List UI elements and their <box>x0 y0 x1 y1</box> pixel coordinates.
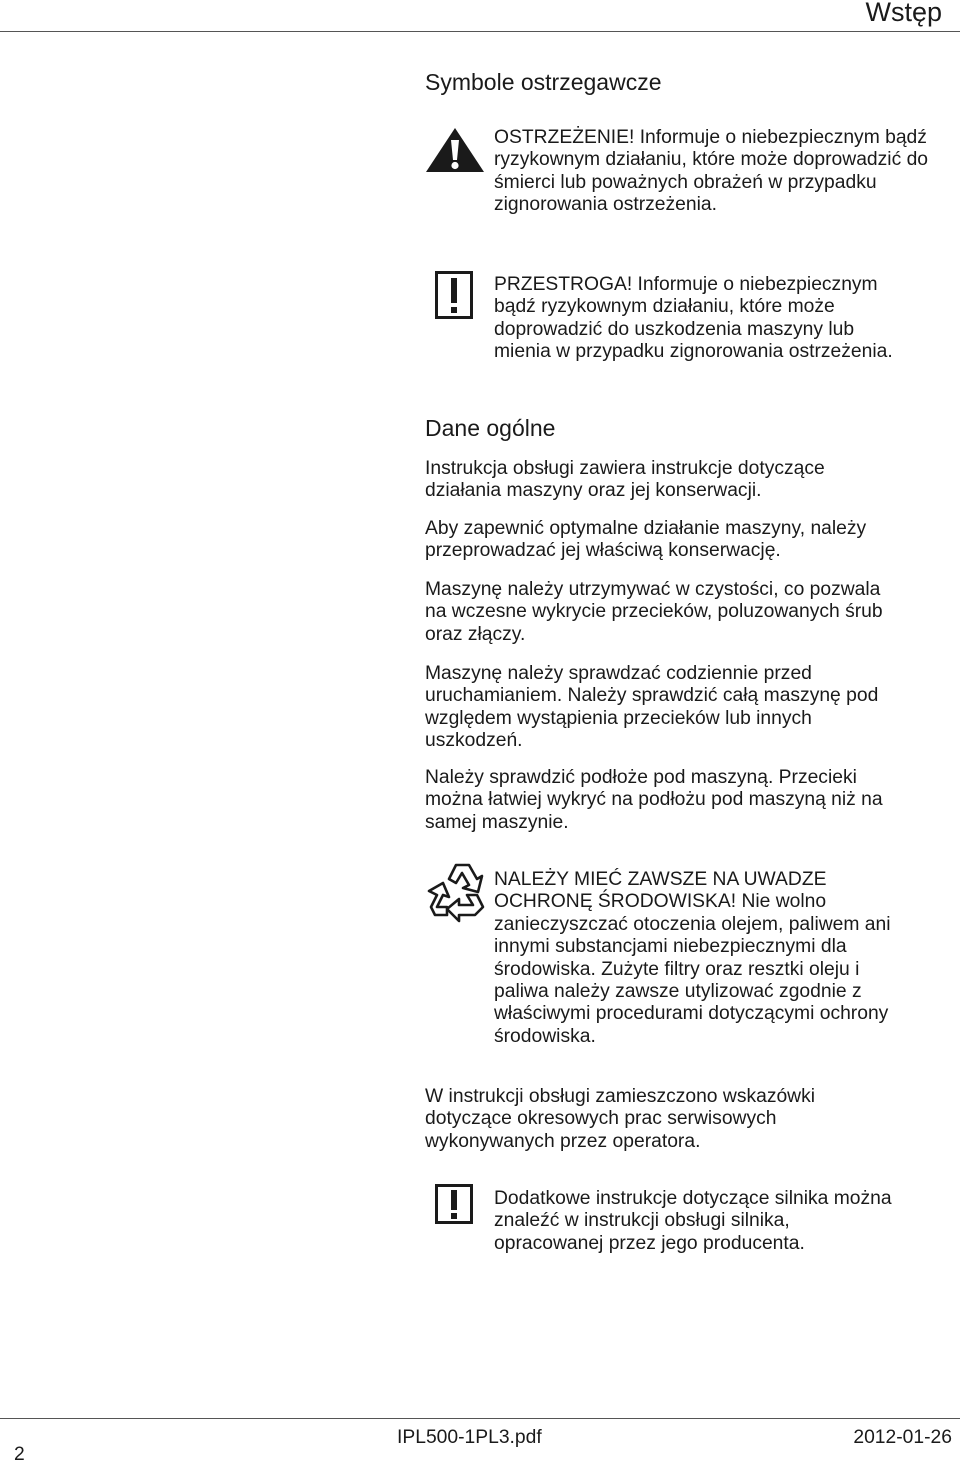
text-line: samej maszynie. <box>425 811 569 833</box>
text-line: W instrukcji obsługi zamieszczono wskazówki <box>425 1086 816 1107</box>
text-line: względem wystąpienia przecieków lub innych <box>425 707 812 729</box>
paragraph <box>425 579 883 646</box>
text-line: Dodatkowe instrukcje dotyczące silnika można <box>494 1188 892 1209</box>
caution-text <box>494 274 893 364</box>
text-line: PRZESTROGA! Informuje o niebezpiecznym <box>494 274 878 295</box>
text-line: innymi substancjami niebezpiecznymi dla <box>494 936 847 958</box>
header-divider <box>0 31 960 32</box>
text-line: zignorowania ostrzeżenia. <box>494 194 717 216</box>
text-line: Maszynę należy sprawdzać codziennie przed <box>425 663 812 684</box>
text-line: dotyczące okresowych prac serwisowych <box>425 1108 777 1130</box>
page-number: 2 <box>14 1444 25 1465</box>
service-note-text <box>425 1086 815 1153</box>
paragraph <box>425 663 878 753</box>
text-line: OSTRZEŻENIE! Informuje o niebezpiecznym bądź <box>494 127 927 148</box>
warning-text <box>494 127 928 217</box>
text-line: przeprowadzać jej właściwą konserwację. <box>425 540 781 562</box>
text-line: zanieczyszczać otoczenia olejem, paliwem ani <box>494 913 891 935</box>
exclamation-box-icon <box>435 271 473 319</box>
engine-note-text <box>494 1188 892 1255</box>
text-line: oraz złączy. <box>425 623 526 645</box>
text-line: Należy sprawdzić podłoże pod maszyną. Przecieki <box>425 767 857 788</box>
paragraph <box>425 518 866 563</box>
text-line: właściwymi procedurami dotyczącymi ochrony <box>494 1003 889 1025</box>
footer-filename: IPL500-1PL3.pdf <box>397 1427 542 1448</box>
text-line: NALEŻY MIEĆ ZAWSZE NA UWADZE <box>494 869 827 890</box>
text-line: wykonywanych przez operatora. <box>425 1130 701 1152</box>
text-line: paliwa należy zawsze utylizować zgodnie z <box>494 981 862 1003</box>
paragraph <box>425 458 825 503</box>
text-line: działania maszyny oraz jej konserwacji. <box>425 480 762 502</box>
section-heading-warning-symbols: Symbole ostrzegawcze <box>425 69 662 95</box>
text-line: uszkodzeń. <box>425 730 523 752</box>
text-line: można łatwiej wykryć na podłożu pod maszyną niż na <box>425 789 883 811</box>
page-header-title: Wstęp <box>865 0 942 27</box>
text-line: bądź ryzykownym działaniu, które może <box>494 296 835 318</box>
warning-triangle-icon <box>424 126 486 174</box>
text-line: znaleźć w instrukcji obsługi silnika, <box>494 1210 790 1232</box>
footer-date: 2012-01-26 <box>853 1427 952 1448</box>
text-line: uruchamianiem. Należy sprawdzić całą maszynę pod <box>425 685 879 707</box>
text-line: Maszynę należy utrzymywać w czystości, co pozwala <box>425 579 881 600</box>
text-line: śmierci lub poważnych obrażeń w przypadku <box>494 171 877 193</box>
text-line: Aby zapewnić optymalne działanie maszyny, należy <box>425 518 867 539</box>
environment-text <box>494 869 891 1048</box>
text-line: OCHRONĘ ŚRODOWISKA! Nie wolno <box>494 891 827 913</box>
text-line: na wczesne wykrycie przecieków, poluzowanych śrub <box>425 601 883 623</box>
text-line: Instrukcja obsługi zawiera instrukcje dotyczące <box>425 458 825 479</box>
text-line: środowiska. Zużyte filtry oraz resztki oleju i <box>494 958 860 980</box>
text-line: mienia w przypadku zignorowania ostrzeżenia. <box>494 341 893 363</box>
text-line: doprowadzić do uszkodzenia maszyny lub <box>494 318 855 340</box>
footer-divider <box>0 1418 960 1419</box>
text-line: środowiska. <box>494 1025 596 1047</box>
section-heading-general-data: Dane ogólne <box>425 415 556 441</box>
text-line: opracowanej przez jego producenta. <box>494 1232 805 1254</box>
exclamation-box-icon <box>435 1184 473 1224</box>
recycle-icon <box>425 861 485 923</box>
paragraph <box>425 767 883 834</box>
text-line: ryzykownym działaniu, które może doprowadzić do <box>494 149 929 171</box>
